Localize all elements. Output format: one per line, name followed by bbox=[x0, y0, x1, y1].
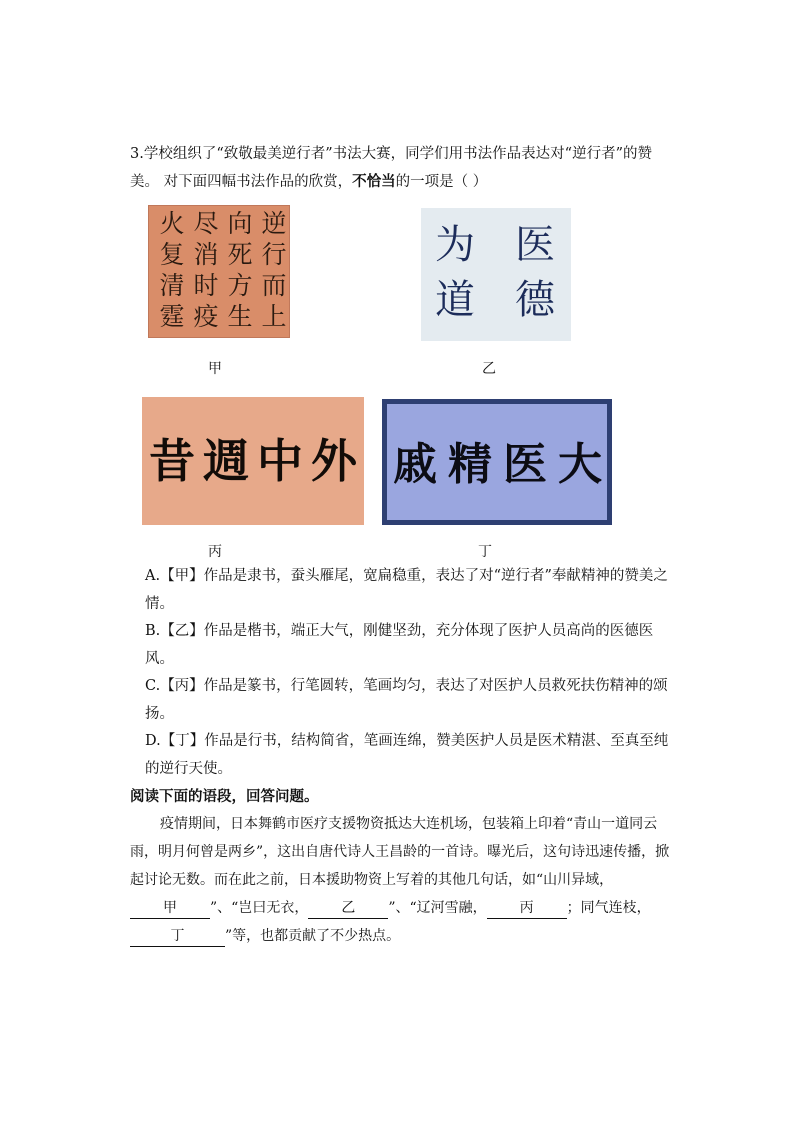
calligraphy-char: 週 bbox=[203, 434, 249, 488]
option-c bbox=[145, 672, 673, 728]
calligraphy-char: 医 bbox=[515, 222, 555, 268]
option-b bbox=[145, 617, 673, 673]
option-b-label: B. bbox=[145, 623, 161, 639]
blank-bing: 丙 bbox=[487, 898, 567, 919]
calligraphy-char: 逆 bbox=[261, 209, 287, 238]
calligraphy-char: 戚 bbox=[393, 439, 437, 490]
calligraphy-char: 大 bbox=[558, 439, 602, 490]
calligraphy-char: 德 bbox=[515, 277, 555, 323]
calligraphy-char: 霆 bbox=[159, 302, 185, 331]
question-emphasis: 不恰当 bbox=[352, 174, 396, 190]
calligraphy-char: 医 bbox=[503, 439, 547, 490]
calligraphy-char: 疫 bbox=[193, 302, 219, 331]
calligraphy-char: 上 bbox=[261, 302, 287, 331]
caption-ding: 丁 bbox=[478, 544, 492, 560]
caption-jia: 甲 bbox=[208, 361, 222, 377]
calligraphy-char: 火 bbox=[159, 209, 185, 238]
calligraphy-char: 外 bbox=[311, 434, 357, 488]
reading-paragraph bbox=[130, 810, 675, 950]
option-d bbox=[145, 727, 673, 783]
option-b-text: 【乙】作品是楷书，端正大气，刚健坚劲，充分体现了医护人员高尚的医德医风。 bbox=[145, 623, 654, 667]
reading-heading: 阅读下面的语段，回答问题。 bbox=[130, 789, 319, 805]
artwork-yi bbox=[421, 208, 571, 341]
option-a bbox=[145, 562, 673, 618]
reading-text-3: ”、“辽河雪融， bbox=[388, 900, 487, 916]
reading-text-4: ；同气连枝， bbox=[566, 900, 651, 916]
calligraphy-char: 精 bbox=[448, 439, 492, 490]
artwork-bing bbox=[142, 397, 364, 525]
calligraphy-char: 清 bbox=[159, 271, 185, 300]
option-a-label: A. bbox=[145, 568, 161, 584]
reading-text-1: 疫情期间，日本舞鹤市医疗支援物资抵达大连机场，包装箱上印着“青山一道同云雨，明月何曾是两乡”，这出自唐代诗人王昌龄的一首诗。曝光后，这句诗迅速传播，掀起讨论无数。而在此之前，日本援助物资上写着的其他几句话，如“山川异域， bbox=[130, 816, 670, 888]
caption-yi: 乙 bbox=[482, 361, 496, 377]
option-c-text: 【丙】作品是篆书，行笔圆转，笔画均匀，表达了对医护人员救死扶伤精神的颂扬。 bbox=[145, 678, 668, 722]
option-c-label: C. bbox=[145, 678, 161, 694]
calligraphy-char: 行 bbox=[261, 240, 287, 269]
option-a-text: 【甲】作品是隶书，蚕头雁尾，宽扁稳重，表达了对“逆行者”奉献精神的赞美之情。 bbox=[145, 568, 668, 612]
calligraphy-char: 方 bbox=[227, 271, 253, 300]
calligraphy-char: 昔 bbox=[149, 434, 195, 488]
caption-bing: 丙 bbox=[208, 544, 222, 560]
question-suffix: 的一项是（ ） bbox=[395, 174, 488, 190]
calligraphy-char: 道 bbox=[435, 277, 475, 323]
calligraphy-char: 消 bbox=[193, 240, 219, 269]
option-d-label: D. bbox=[145, 733, 161, 749]
calligraphy-char: 复 bbox=[159, 240, 185, 269]
calligraphy-char: 而 bbox=[261, 271, 287, 300]
reading-text-2: ”、“岂曰无衣， bbox=[210, 900, 309, 916]
calligraphy-char: 向 bbox=[227, 209, 253, 238]
calligraphy-char: 尽 bbox=[193, 209, 219, 238]
reading-text-5: ”等，也都贡献了不少热点。 bbox=[225, 928, 401, 944]
calligraphy-char: 生 bbox=[227, 302, 253, 331]
blank-ding: 丁 bbox=[130, 926, 225, 947]
question-prefix: 3.学校组织了“致敬最美逆行者”书法大赛，同学们用书法作品表达对“逆行者”的赞美。 对下面四幅书法作品的欣赏， bbox=[130, 146, 652, 190]
calligraphy-char: 死 bbox=[227, 240, 253, 269]
artwork-jia bbox=[148, 205, 290, 338]
question-stem bbox=[130, 140, 675, 196]
artwork-ding bbox=[382, 399, 612, 525]
blank-yi: 乙 bbox=[308, 898, 388, 919]
calligraphy-char: 时 bbox=[193, 271, 219, 300]
option-d-text: 【丁】作品是行书，结构简省，笔画连绵，赞美医护人员是医术精湛、至真至纯的逆行天使。 bbox=[145, 733, 669, 777]
calligraphy-char: 为 bbox=[435, 222, 475, 268]
calligraphy-char: 中 bbox=[257, 434, 303, 488]
blank-jia: 甲 bbox=[130, 898, 210, 919]
